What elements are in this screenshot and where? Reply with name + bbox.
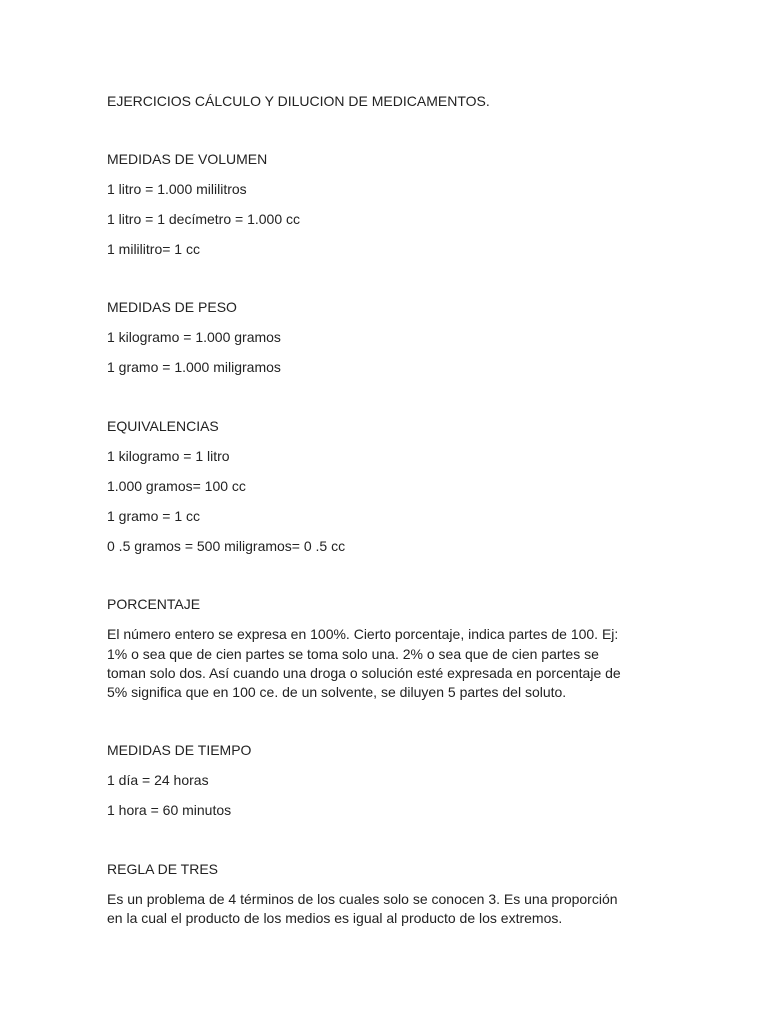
equivalencias-line-2: 1.000 gramos= 100 cc	[107, 478, 246, 494]
peso-line-1: 1 kilogramo = 1.000 gramos	[107, 329, 281, 345]
peso-line-2: 1 gramo = 1.000 miligramos	[107, 359, 281, 375]
document-title: EJERCICIOS CÁLCULO Y DILUCION DE MEDICAMENTOS.	[107, 93, 490, 109]
volumen-line-1: 1 litro = 1.000 mililitros	[107, 181, 247, 197]
equivalencias-line-1: 1 kilogramo = 1 litro	[107, 448, 230, 464]
porcentaje-paragraph-line-2: 1% o sea que de cien partes se toma solo una. 2% o sea que de cien partes se	[107, 646, 599, 662]
section-heading-tiempo: MEDIDAS DE TIEMPO	[107, 742, 252, 758]
section-heading-equivalencias: EQUIVALENCIAS	[107, 418, 219, 434]
porcentaje-paragraph-line-1: El número entero se expresa en 100%. Cierto porcentaje, indica partes de 100. Ej:	[107, 626, 619, 642]
equivalencias-line-3: 1 gramo = 1 cc	[107, 508, 200, 524]
porcentaje-paragraph-line-4: 5% significa que en 100 ce. de un solvente, se diluyen 5 partes del soluto.	[107, 684, 567, 700]
section-heading-volumen: MEDIDAS DE VOLUMEN	[107, 151, 268, 167]
volumen-line-3: 1 mililitro= 1 cc	[107, 241, 200, 257]
regla-paragraph-line-2: en la cual el producto de los medios es igual al producto de los extremos.	[107, 910, 563, 926]
tiempo-line-1: 1 día = 24 horas	[107, 772, 209, 788]
section-heading-porcentaje: PORCENTAJE	[107, 596, 201, 612]
regla-paragraph-line-1: Es un problema de 4 términos de los cuales solo se conocen 3. Es una proporción	[107, 891, 618, 907]
section-heading-peso: MEDIDAS DE PESO	[107, 299, 237, 315]
equivalencias-line-4: 0 .5 gramos = 500 miligramos= 0 .5 cc	[107, 538, 346, 554]
porcentaje-paragraph-line-3: toman solo dos. Así cuando una droga o solución esté expresada en porcentaje de	[107, 665, 621, 681]
volumen-line-2: 1 litro = 1 decímetro = 1.000 cc	[107, 211, 300, 227]
section-heading-regla: REGLA DE TRES	[107, 861, 219, 877]
tiempo-line-2: 1 hora = 60 minutos	[107, 802, 232, 818]
